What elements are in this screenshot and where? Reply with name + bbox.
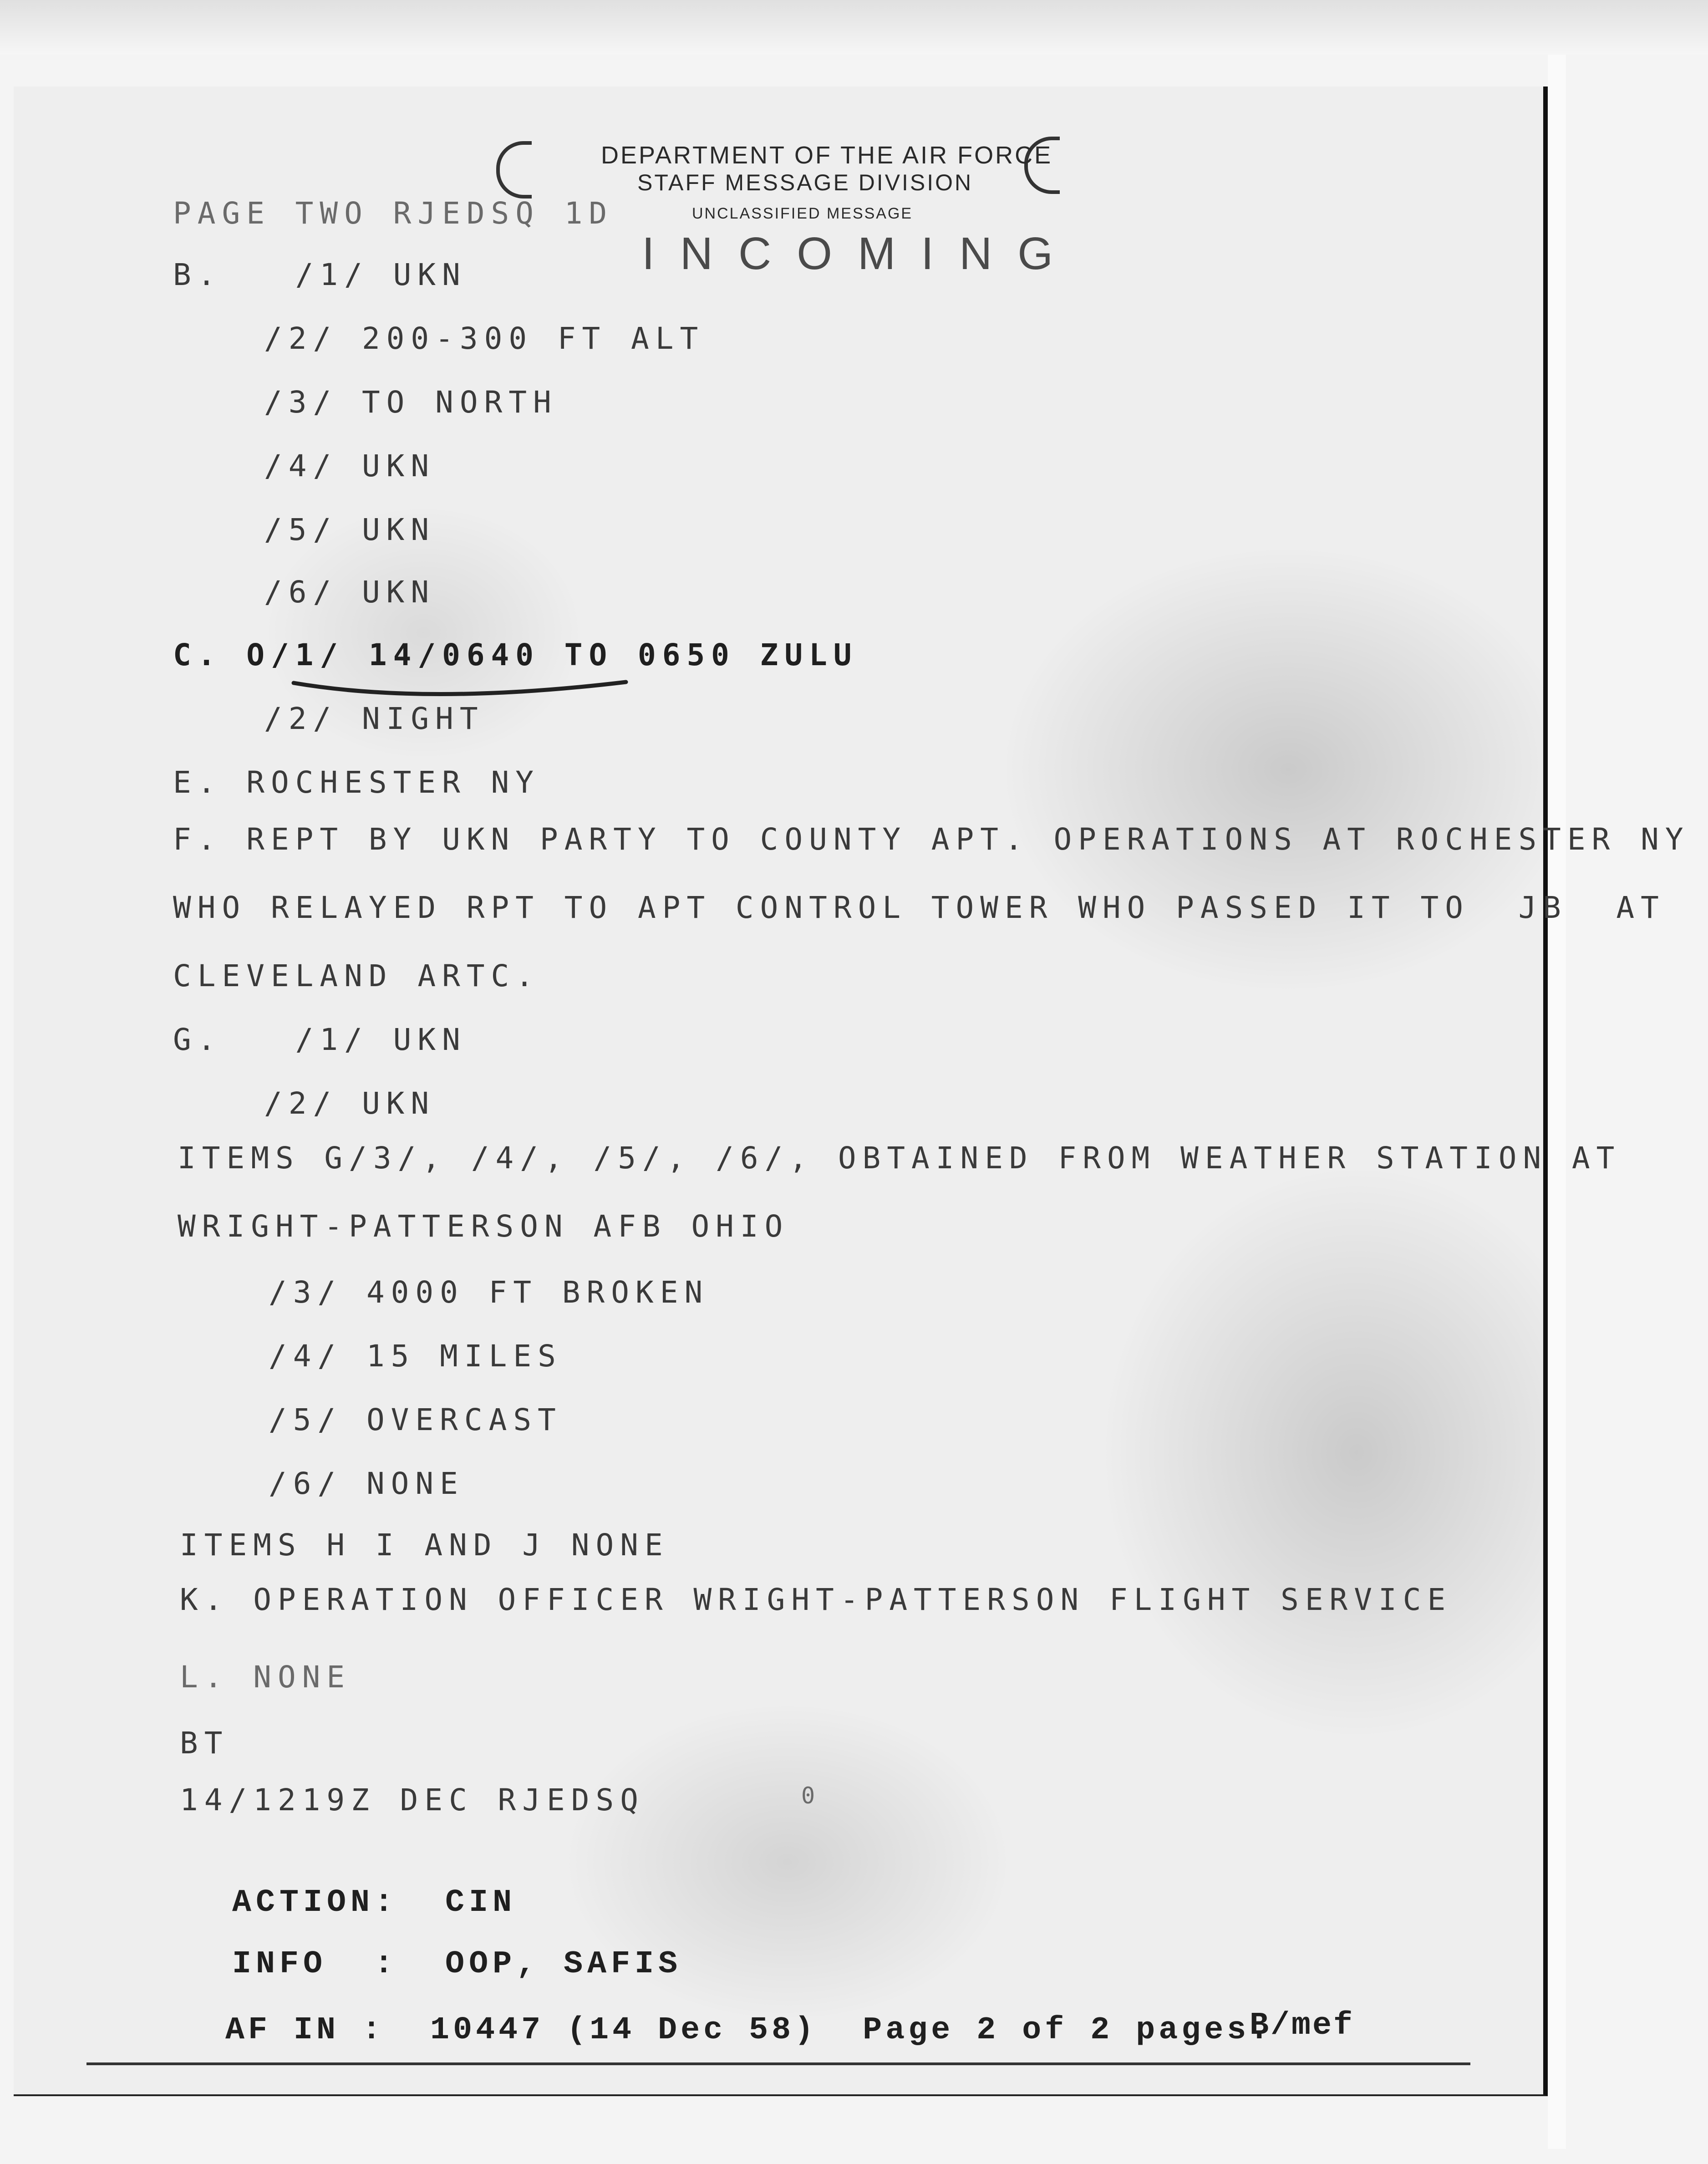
item-c2: /2/ NIGHT xyxy=(264,701,484,736)
item-b2: /2/ 200-300 FT ALT xyxy=(264,321,705,356)
film-edge xyxy=(1548,55,1566,2149)
film-border xyxy=(0,0,1708,55)
action-line: ACTION: CIN xyxy=(232,1885,517,1921)
item-g4: /4/ 15 MILES xyxy=(269,1339,562,1374)
item-b5: /5/ UKN xyxy=(264,512,436,547)
item-g3: /3/ 4000 FT BROKEN xyxy=(269,1275,709,1310)
break-marker: BT xyxy=(180,1726,229,1761)
incoming-label: INCOMING xyxy=(642,228,1079,279)
page-line: PAGE TWO RJEDSQ 1D xyxy=(173,196,614,231)
item-g6: /6/ NONE xyxy=(269,1466,464,1501)
division-title: STAFF MESSAGE DIVISION xyxy=(637,170,973,195)
item-f-line1: F. REPT BY UKN PARTY TO COUNTY APT. OPERATIONS AT ROCHESTER NY xyxy=(173,822,1690,857)
initials: B/mef xyxy=(1250,2008,1355,2044)
stray-mark: 0 xyxy=(801,1782,822,1809)
item-f-line2: WHO RELAYED RPT TO APT CONTROL TOWER WHO PASSED IT TO JB AT xyxy=(173,890,1665,925)
item-b6: /6/ UKN xyxy=(264,575,436,610)
item-f-line3: CLEVELAND ARTC. xyxy=(173,958,540,993)
items-hij: ITEMS H I AND J NONE xyxy=(180,1528,669,1563)
handwritten-underline xyxy=(291,674,628,701)
item-g5: /5/ OVERCAST xyxy=(269,1402,562,1437)
weather-note-line2: WRIGHT-PATTERSON AFB OHIO xyxy=(178,1209,789,1244)
item-g1: G. /1/ UKN xyxy=(173,1022,467,1057)
item-g2: /2/ UKN xyxy=(264,1086,436,1121)
item-e: E. ROCHESTER NY xyxy=(173,765,540,800)
item-b4: /4/ UKN xyxy=(264,448,436,484)
item-b3: /3/ TO NORTH xyxy=(264,385,558,420)
footer-rule xyxy=(86,2062,1470,2065)
item-b1: B. /1/ UKN xyxy=(173,257,467,292)
item-k: K. OPERATION OFFICER WRIGHT-PATTERSON FLIGHT SERVICE xyxy=(180,1582,1452,1617)
weather-note-line1: ITEMS G/3/, /4/, /5/, /6/, OBTAINED FROM WEATHER STATION AT xyxy=(178,1141,1621,1176)
datetime-group: 14/1219Z DEC RJEDSQ xyxy=(180,1782,645,1818)
department-title: DEPARTMENT OF THE AIR FORCE xyxy=(601,142,1053,169)
item-c1: C. O/1/ 14/0640 TO 0650 ZULU xyxy=(173,637,858,672)
af-in-line: AF IN : 10447 (14 Dec 58) Page 2 of 2 pages. xyxy=(225,2012,1273,2048)
item-l: L. NONE xyxy=(180,1660,351,1695)
info-line: INFO : OOP, SAFIS xyxy=(232,1946,682,1982)
classification-label: UNCLASSIFIED MESSAGE xyxy=(692,205,913,222)
